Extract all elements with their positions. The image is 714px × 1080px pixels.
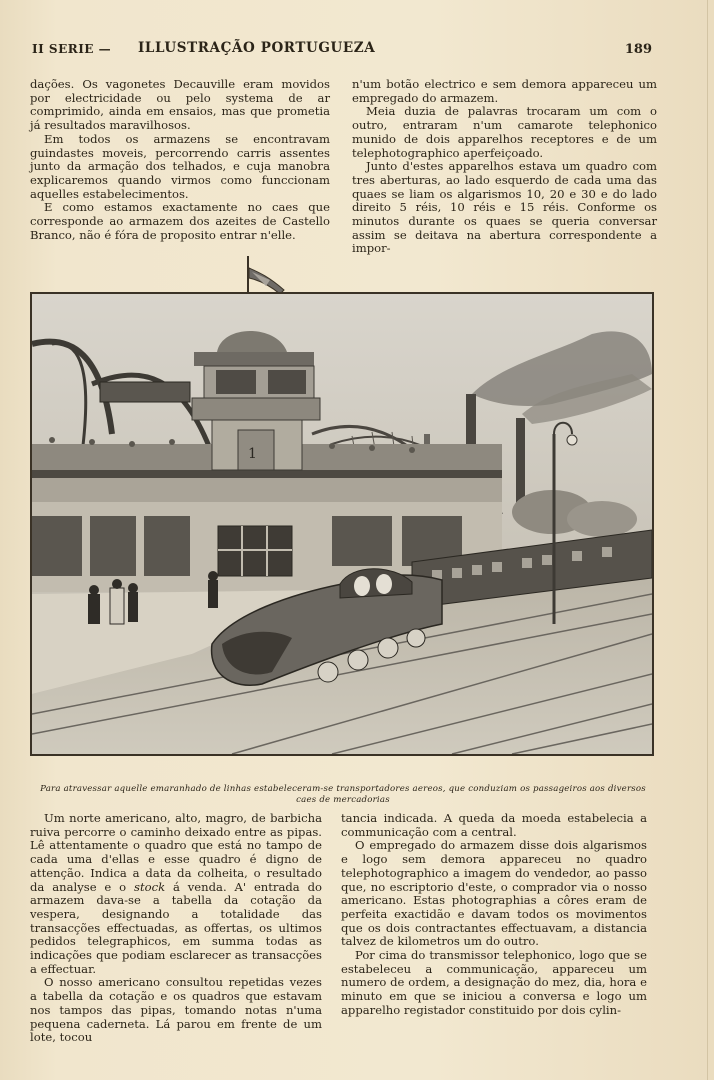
- station-number: 1: [248, 446, 257, 462]
- paragraph: tancia indicada. A queda da moeda estabelecia a communicação com a central.: [341, 811, 647, 839]
- paragraph: n'um botão electrico e sem demora appareceu um empregado do armazem.: [352, 77, 657, 105]
- italic-term: stock: [134, 879, 166, 894]
- paragraph: dações. Os vagonetes Decauville eram movidos por electricidade ou pelo systema de ar comprimido, ainda em ensaios, mas que prometia já resultados maravilhosos.: [30, 77, 330, 133]
- article-column-bottom-right: [341, 812, 647, 1018]
- article-column-top-right: [352, 78, 657, 256]
- paragraph: E como estamos exactamente no caes que corresponde ao armazem dos azeites de Castello Branco, não é fóra de proposito entrar n'elle.: [30, 200, 330, 242]
- article-column-bottom-left: [30, 812, 322, 1045]
- page-number: 189: [624, 42, 652, 57]
- paragraph: Meia duzia de palavras trocaram um com o outro, entraram n'um camarote telephonico munido de dois apparelhos receptores e de um telephotographico aperfeiçoado.: [352, 104, 657, 160]
- train-station-illustration: [30, 292, 654, 756]
- illustration-drawing: [32, 294, 652, 754]
- figure-caption: Para atravessar aquelle emaranhado de linhas estabeleceram-se transportadores aereos, que conduziam os passageiros aos diversos caes de mercadorias: [40, 784, 646, 805]
- magazine-title: ILLUSTRAÇÃO PORTUGUEZA: [138, 40, 376, 56]
- page-header: [32, 40, 652, 60]
- paragraph: Um norte americano, alto, magro, de barbicha ruiva percorre o caminho deixado entre as pipas. Lê attentamente o quadro que está no tampo de cada uma d'ellas e esse quadro é digno de attenção. Indica a data da colheita, o resultado da analyse e o stock á venda. A' entrada do armazem dava-se a tabella da cotação da vespera, designando a totalidade das transacções effectuadas, as offertas, os ultimos pedidos telegraphicos, em summa todas as indicações que podiam esclarecer as transacções a effectuar.: [30, 811, 322, 976]
- article-column-top-left: [30, 78, 330, 242]
- page-edge: [707, 0, 708, 1080]
- series-label: II SERIE —: [32, 42, 112, 56]
- paragraph: O empregado do armazem disse dois algarismos e logo sem demora appareceu no quadro telephotographico a imagem do vendedor, ao passo que, no escriptorio d'este, o comprador via o nosso americano. Estas photographias a côres eram de perfeita exactidão e davam todos os movimentos que os dois contractantes effectuavam, a distancia talvez de kilometros um do outro.: [341, 838, 647, 949]
- paragraph: O nosso americano consultou repetidas vezes a tabella da cotação e os quadros que estavam nos tampos das pipas, tomando notas n'uma pequena caderneta. Lá parou em frente de um lote, tocou: [30, 975, 322, 1045]
- paragraph: Por cima do transmissor telephonico, logo que se estabeleceu a communicação, appareceu um numero de ordem, a designação do mez, dia, hora e minuto em que se iniciou a conversa e logo um apparelho registador constituido por dois cylin-: [341, 948, 647, 1017]
- flag-icon: [240, 254, 300, 296]
- paragraph: Junto d'estes apparelhos estava um quadro com tres aberturas, ao lado esquerdo de cada uma das quaes se liam os algarismos 10, 20 e 30 e do lado direito 5 réis, 10 réis e 15 réis. Conforme os minutos durante os quaes se queria conversar assim se deitava na abertura correspondente a impor-: [352, 159, 657, 256]
- paragraph: Em todos os armazens se encontravam guindastes moveis, percorrendo carris assentes junto da armação dos telhados, e cuja manobra explicaremos quando virmos como funccionam aquelles estabelecimentos.: [30, 131, 330, 201]
